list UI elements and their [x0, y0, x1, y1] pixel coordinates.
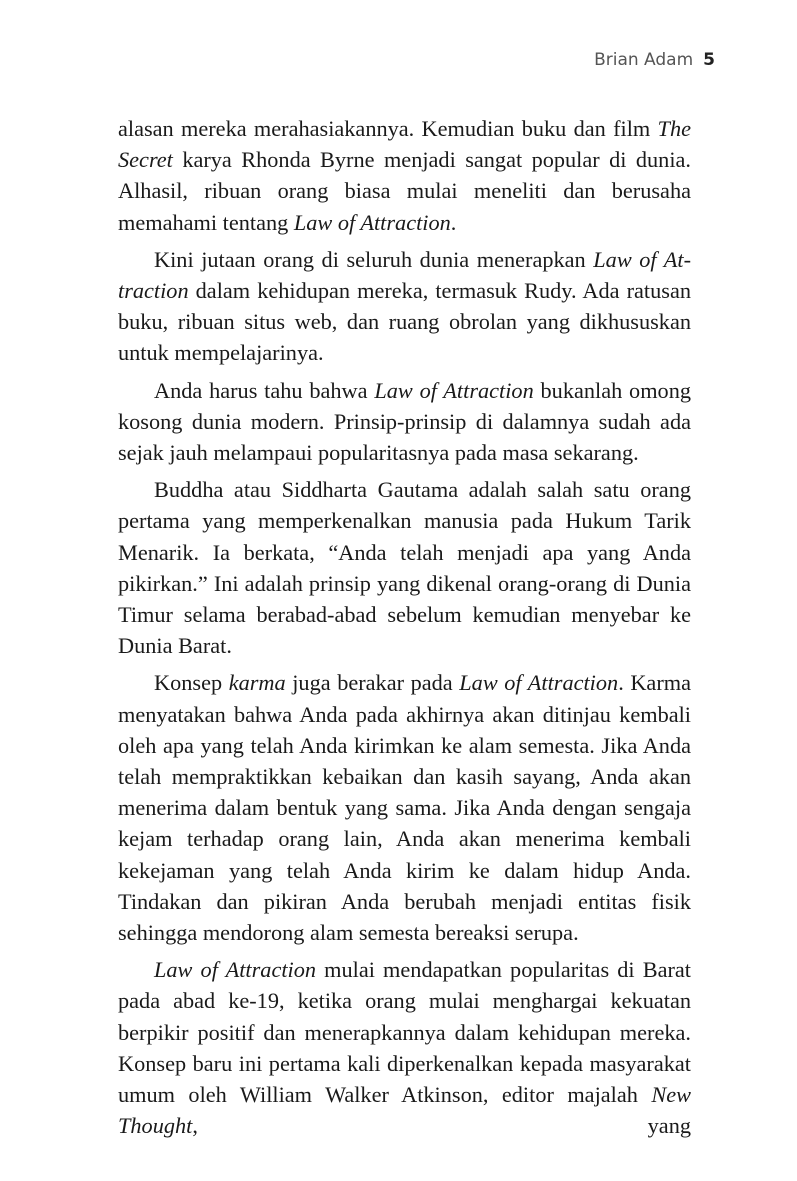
italic-text: Law of Attraction [154, 957, 317, 983]
paragraph-4 [118, 474, 691, 661]
paragraph-6 [118, 954, 691, 1141]
text-run: Kini jutaan orang di seluruh dunia menerapkan [154, 246, 594, 272]
text-run: karya Rhonda Byrne menjadi sangat popular di dunia. Alhasil, ribuan orang biasa mulai meneliti dan berusaha memahami tentang [118, 147, 691, 235]
running-head [594, 50, 715, 70]
text-run: alasan mereka merahasiakannya. Kemudian buku dan film [118, 116, 658, 141]
italic-text: karma [228, 670, 286, 696]
text-run: mulai mendapatkan popularitas di Barat pada abad ke-19, ketika orang mulai menghargai kekuatan berpikir positif dan menerapkannya dalam kehidupan mereka. Konsep baru ini pertama kali diperkenalkan kepada masyarakat umum oleh William Walker Atkinson, editor majalah [118, 957, 691, 1108]
text-run: dalam kehidupan mereka, termasuk Rudy. Ada ratusan buku, ribuan situs web, dan ruang obrolan yang dikhususkan untuk mempelajarinya. [118, 278, 691, 366]
text-run: Konsep [154, 670, 229, 696]
italic-text: New Thought [118, 1082, 691, 1139]
text-run: . [450, 209, 457, 235]
italic-text: Law of Attraction [293, 209, 451, 235]
text-run: . Karma menyatakan bahwa Anda pada akhirnya akan ditinjau kembali oleh apa yang telah Anda kirimkan ke alam semesta. Jika Anda telah mempraktikkan kebaikan dan kasih sayang, Anda akan menerima dalam bentuk yang sama. Jika Anda dengan sengaja kejam terhadap orang lain, Anda akan menerima kembali kekejaman yang telah Anda kirim ke dalam hidup Anda. Tindakan dan pikiran Anda berubah menjadi entitas fisik sehingga mendorong alam semesta bereaksi serupa. [118, 670, 691, 946]
italic-text: The Secret [118, 116, 691, 173]
page-number: 5 [703, 50, 715, 70]
italic-text: Law of Attraction [459, 670, 619, 696]
text-run: juga berakar pada [285, 670, 460, 696]
paragraph-3 [118, 375, 691, 469]
text-run: Anda harus tahu bahwa [154, 377, 375, 403]
author-name: Brian Adam [594, 50, 694, 70]
italic-text: Law of Attraction [374, 377, 534, 403]
paragraph-1 [118, 113, 691, 238]
text-run: , yang [192, 1113, 691, 1139]
paragraph-5 [118, 667, 691, 948]
text-run: bukanlah omong kosong dunia modern. Prinsip-prinsip di dalamnya sudah ada sejak jauh melampaui popularitasnya pada masa sekarang. [118, 377, 691, 466]
paragraph-2 [118, 244, 691, 369]
italic-text: Law of Attraction [118, 246, 691, 304]
text-run: Buddha atau Siddharta Gautama adalah salah satu orang pertama yang memperkenalkan manusia pada Hukum Tarik Menarik. Ia berkata, “Anda telah menjadi apa yang Anda pikirkan.” Ini adalah prinsip yang dikenal orang-orang di Dunia Timur selama berabad-abad sebelum kemudian menyebar ke Dunia Barat. [118, 477, 691, 659]
body-text [118, 113, 691, 1148]
